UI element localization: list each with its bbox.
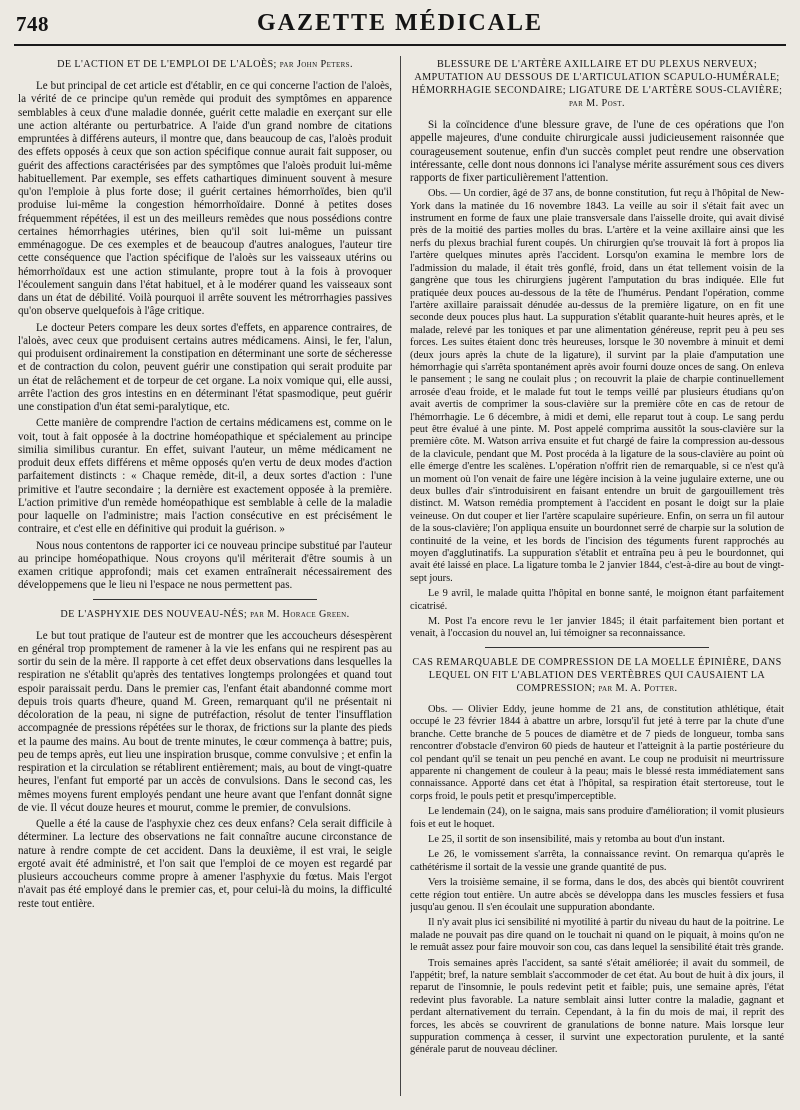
paragraph: Cette manière de comprendre l'action de certains médicamens est, comme on le voit, tout à fait opposée à la doctrine homéopathique et spécialement au principe similia similibus curantur. En effet, suivant l'auteur, un même médicament ne produit deux effets différens et même opposés qu'en vertu de deux modes d'action parfaitement distincts : « Chaque remède, dit-il, a deux sortes d'action : l'une primitive et l'autre secondaire ; la dernière est exactement opposée à la première. L'action primitive d'un remède homéopathique est semblable à celle de la maladie pour laquelle on l'administre; mais l'action consécutive en est précisément le contraire, et c'est elle en définitive qui produit la guérison. » <box>18 417 392 536</box>
header-rule <box>14 44 786 46</box>
article-title-moelle-epiniere: CAS REMARQUABLE DE COMPRESSION DE LA MOELLE ÉPINIÈRE, DANS LEQUEL ON FIT L'ABLATION DES VERTÈBRES QUI CAUSAIENT LA COMPRESSION; par M. A. Potter. <box>412 656 782 694</box>
paragraph: Le 25, il sortit de son insensibilité, mais y retomba au bout d'un instant. <box>428 833 725 845</box>
paragraph: Quelle a été la cause de l'asphyxie chez ces deux enfans? Cela serait difficile à déterminer. La lecture des observations ne fait connaître aucune circonstance de nature à rendre compte de cet accident. Dans la deuxième, il est vrai, le seigle ergoté avait été administré, et l'on sait que l'emploi de ce moyen est regardé par plusieurs accoucheurs comme propre à amener l'asphyxie du fœtus. Mais l'ergot n'avait pas été employé dans le premier cas, et, pour celui-là du moins, la difficulté reste tout entière. <box>18 818 392 910</box>
paragraph: Le but tout pratique de l'auteur est de montrer que les accoucheurs désespèrent en général trop promptement de ramener à la vie les enfans qui ne respirent pas au sortir du sein de la mère. Il rapporte à cet effet deux observations dans lesquelles la respiration ne s'établit qu'après des tentatives longtemps prolongées et quand tout espoir paraissait perdu. Dans le premier cas, l'enfant était abandonné comme mort depuis trois quarts d'heure, quand M. Green, remarquant qu'il ne présentait ni décoloration de la peau, ni signe de putréfaction, résolut de tenter l'insufflation accompagnée de pressions répétées sur le thorax, de frictions sur la plante des pieds et la paume des mains. Au bout de trente minutes, le cœur commença à battre; puis, peu de temps après, eut lieu une inspiration brusque, comme convulsive ; et enfin la respiration et la circulation se rétablirent entièrement; mais, au bout de vingt-quatre heures, l'enfant fut emporté par un accès de convulsions. Dans le second cas, les mêmes moyens furent employés pendant une heure avant que l'enfant donnât signe de vie. Il vécut douze heures et mourut, comme le premier, de convulsions. <box>18 629 392 814</box>
article-separator <box>93 599 317 600</box>
page-number: 748 <box>16 12 49 36</box>
article-title-asphyxie: DE L'ASPHYXIE DES NOUVEAU-NÉS; par M. Horace Green. <box>60 608 350 620</box>
paragraph: Le lendemain (24), on le saigna, mais sans produire d'amélioration; il vomit plusieurs fois et eut le hoquet. <box>410 806 784 830</box>
paragraph: Nous nous contentons de rapporter ici ce nouveau principe substitué par l'auteur au principe homéopathique. Nous croyons qu'il mériterait d'être soumis à un examen critique approfondi; mais cet examen entraînerait nécessairement des développemens que le lieu ni l'espace ne nous permettent pas. <box>18 539 392 592</box>
paragraph: Le 26, le vomissement s'arrêta, la connaissance revint. On remarqua qu'après le cathétérisme il sortait de la vessie une grande quantité de pus. <box>410 849 784 873</box>
article-title-artere-axillaire: BLESSURE DE L'ARTÈRE AXILLAIRE ET DU PLEXUS NERVEUX; AMPUTATION AU DESSOUS DE L'ARTICULATION SCAPULO-HUMÉRALE; HÉMORRHAGIE SECONDAIRE; LIGATURE DE L'ARTÈRE SOUS-CLAVIÈRE; par M. Post. <box>411 59 783 109</box>
paragraph: Le docteur Peters compare les deux sortes d'effets, en apparence contraires, de l'aloès, avec ceux que produisent certains autres médicamens. Ainsi, le fer, l'alun, qui produisent ordinairement la constipation en déterminant une sorte de sécheresse et de contraction du colon, peuvent guérir une constipation qui serait produite par un état de relâchement et de torpeur de cet organe. La noix vomique qui, elle aussi, arrête l'action des gros intestins en en déterminant l'état spasmodique, peut guérir une constipation d'un état semi-paralytique, etc. <box>18 321 392 413</box>
column-separator <box>400 56 401 1096</box>
paragraph: M. Post l'a encore revu le 1er janvier 1845; il était parfaitement bien portant et venait, à l'occasion du nouvel an, lui témoigner sa reconnaissance. <box>410 616 784 640</box>
paragraph: Le 9 avril, le malade quitta l'hôpital en bonne santé, le moignon étant parfaitement cicatrisé. <box>410 588 784 612</box>
page-title: GAZETTE MÉDICALE <box>256 10 544 36</box>
observation-paragraph: Obs. — Un cordier, âgé de 37 ans, de bonne constitution, fut reçu à l'hôpital de New-York dans la matinée du 16 novembre 1843. La veille au soir il s'était fait avec un instrument en forme de faux une plaie transversale dans l'aisselle droite, qui avait divisé près de la moitié des parties molles du bras. L'artère et la veine axillaire ainsi que les nerfs du plexus brachial furent coupés. Un chirurgien qu'se trouvait là fort à propos lia l'artère quelques minutes après l'accident. Lorsqu'on examina le membre lors de l'admission du malade, il était très gonflé, froid, dans un état tellement voisin de la gangrène que tous les chirurgiens jugèrent l'amputation du bras indiquée. Elle fut pratiquée deux pouces au-dessous de la tête de l'humérus. Pendant l'opération, comme l'artère axillaire paraissait dénudée au-dessus de la première ligature, on en fit une seconde deux pouces plus haut. La suppuration s'établit quarante-huit heures après, et le malade, relevé par les toniques et par une alimentation généreuse, reprit peu à peu ses forces. Les suites étaient donc très heureuses, lorsque le 30 novembre à minuit et demi (deux jours après la chute de la ligature), il survint par la plaie d'amputation une hémorrhagie qui s'arrêta spontanément après avoir fourni douze onces de sang. On enleva le pansement ; le sang ne coulait plus ; on recouvrit la plaie de charpie continuellement arrosée d'eau froide, et le malade fut tout le temps veillé par plusieurs étudians qu'on avait avertis de comprimer la sous-clavière sur la première côte en cas de retour de l'hémorrhagie. Le 6 décembre, à midi et demi, elle reparut tout à coup. Le sang perdu peut être évalué à une pinte. M. Post appelé comprima aussitôt la sous-clavière sur la première côte. M. Watson arriva ensuite et fut chargé de faire la compression au-dessous de la clavicule, pendant que M. Post procéda à la ligature de la sous-clavière au point où elle émerge d'entre les scalènes. L'opération n'offrit rien de remarquable, si ce n'est qu'à un moment où l'on venait de faire une légère incision à la veine jugulaire externe, une ou deux bulles d'air s'introduisirent en faisant entendre un bruit de gargouillement très distinct. M. Watson remédia promptement à l'accident en posant le doigt sur la plaie veineuse. On dut couper et lier l'artère scapulaire supérieure. Enfin, on serra un fil autour de la sous-clavière; l'on appliqua ensuite un bourdonnet serré de charpie sur la solution de continuité de la veine, et les bords de l'incision des téguments furent rapprochés au moyen d'agglutinatifs. La suppuration s'établit et entraîna peu à peu le bourdonnet, qui avait été laissé en place. La ligature tomba le 2 janvier 1844, c'est-à-dire au bout de vingt-sept jours. <box>410 188 784 584</box>
paragraph: Le but principal de cet article est d'établir, en ce qui concerne l'action de l'aloès, la vérité de ce principe qu'un remède qui produit des symptômes en apparence semblables à ceux d'une maladie donnée, guérit cette maladie en exerçant sur elle une action altérante ou perturbatrice. A l'aide d'un grand nombre de citations empruntées à différens auteurs, il montre que, dans beaucoup de cas, l'aloès produit des effets opposés à ceux que son action spécifique connue aurait fait supposer, ou guérit des affections caractérisées par des symptômes que l'aloès produit lui-même habituellement. Par exemple, ses effets cathartiques diminuent souvent à mesure qu'on l'emploie à plus forte dose; il guérit certaines hémorrhoïdes, bien qu'il produise lui-même la congestion hémorrhoïdaire. Donné à petites doses fréquemment répétées, il est un des meilleurs remèdes que nous possédions contre certaines hémorrhagies utérines, bien qu'il soit lui-même un puissant emménagogue. De ces exemples et de beaucoup d'autres analogues, l'auteur tire cette conséquence que l'action spécifique de l'aloès sur les vaisseaux utérins ou hémorrhoïdaux est une action stimulante, propre tout à la fois à provoquer l'écoulement sanguin dans l'état habituel, et à le modérer quand les vaisseaux sont dans un état de débilité. Voilà pourquoi il arrête souvent les métrorrhagies passives qu'on observe quelquefois à l'âge critique. <box>18 80 392 318</box>
paragraph: Trois semaines après l'accident, sa santé s'était améliorée; il avait du sommeil, de l'appétit; bref, la nature semblait s'accommoder de cet état. Au bout de huit à dix jours, il reparut de l'insomnie, le pouls redevint petit et faible; puis, une semaine après, l'état redevint plus favorable. La nature semblait ainsi lutter contre la maladie, gagnant et perdant alternativement du terrain. Cependant, à la fin du mois de mai, il reprit des forces, les abcès se couvrirent de granulations de bonne nature. Mais lorsque leur suppuration commença à cesser, il survint une expectoration purulente, et la santé générale parut de nouveau décliner. <box>410 957 784 1056</box>
article-separator <box>485 647 709 648</box>
right-column <box>410 56 784 1106</box>
observation-paragraph: Obs. — Olivier Eddy, jeune homme de 21 ans, de constitution athlétique, était occupé le 23 février 1844 à abattre un arbre, lorsqu'il fut jeté à terre par la chute d'une branche. Cette branche de 5 pouces de diamètre et de 7 pieds de longueur, tomba sans rencontrer d'obstacle d'environ 60 pieds de hauteur et l'atteignit à la partie postérieure du col pendant qu'il se tenait un peu penché en avant. Le coup ne produisit ni meurtrissure apparente ni changement de couleur à la peau; mais le blessé resta immédiatement sans connaissance. Apporté dans cet état à l'hôpital, sa respiration était stertoreuse, tout le corps froid, le pouls petit et presqu'imperceptible. <box>410 703 784 802</box>
article-title-aloes: DE L'ACTION ET DE L'EMPLOI DE L'ALOÈS; par John Peters. <box>57 59 353 70</box>
left-column <box>18 56 392 1106</box>
paragraph: Vers la troisième semaine, il se forma, dans le dos, des abcès qui bientôt couvrirent cette région tout entière. Un autre abcès se développa dans les muscles fessiers et fusa jusqu'au genou. Il s'en écoulait une suppuration abondante. <box>410 877 784 913</box>
paragraph: Il n'y avait plus ici sensibilité ni myotilité à partir du niveau du haut de la poitrine. Le malade ne pouvait pas dire quand on le touchait ni quand on le piquait, à moins qu'on ne le remuât assez pour faire mouvoir son cou, cas dans lequel la sensibilité était très grande. <box>410 917 784 954</box>
paragraph: Si la coïncidence d'une blessure grave, de l'une de ces opérations que l'on appelle majeures, d'une conduite chirurgicale aussi judicieusement raisonnée que courageusement soutenue, enfin d'un succès complet peut rendre une observation intéressante, celle dont nous donnons ici l'analyse mérite assurément sous ces divers rapports de fixer particulièrement l'attention. <box>410 119 784 184</box>
